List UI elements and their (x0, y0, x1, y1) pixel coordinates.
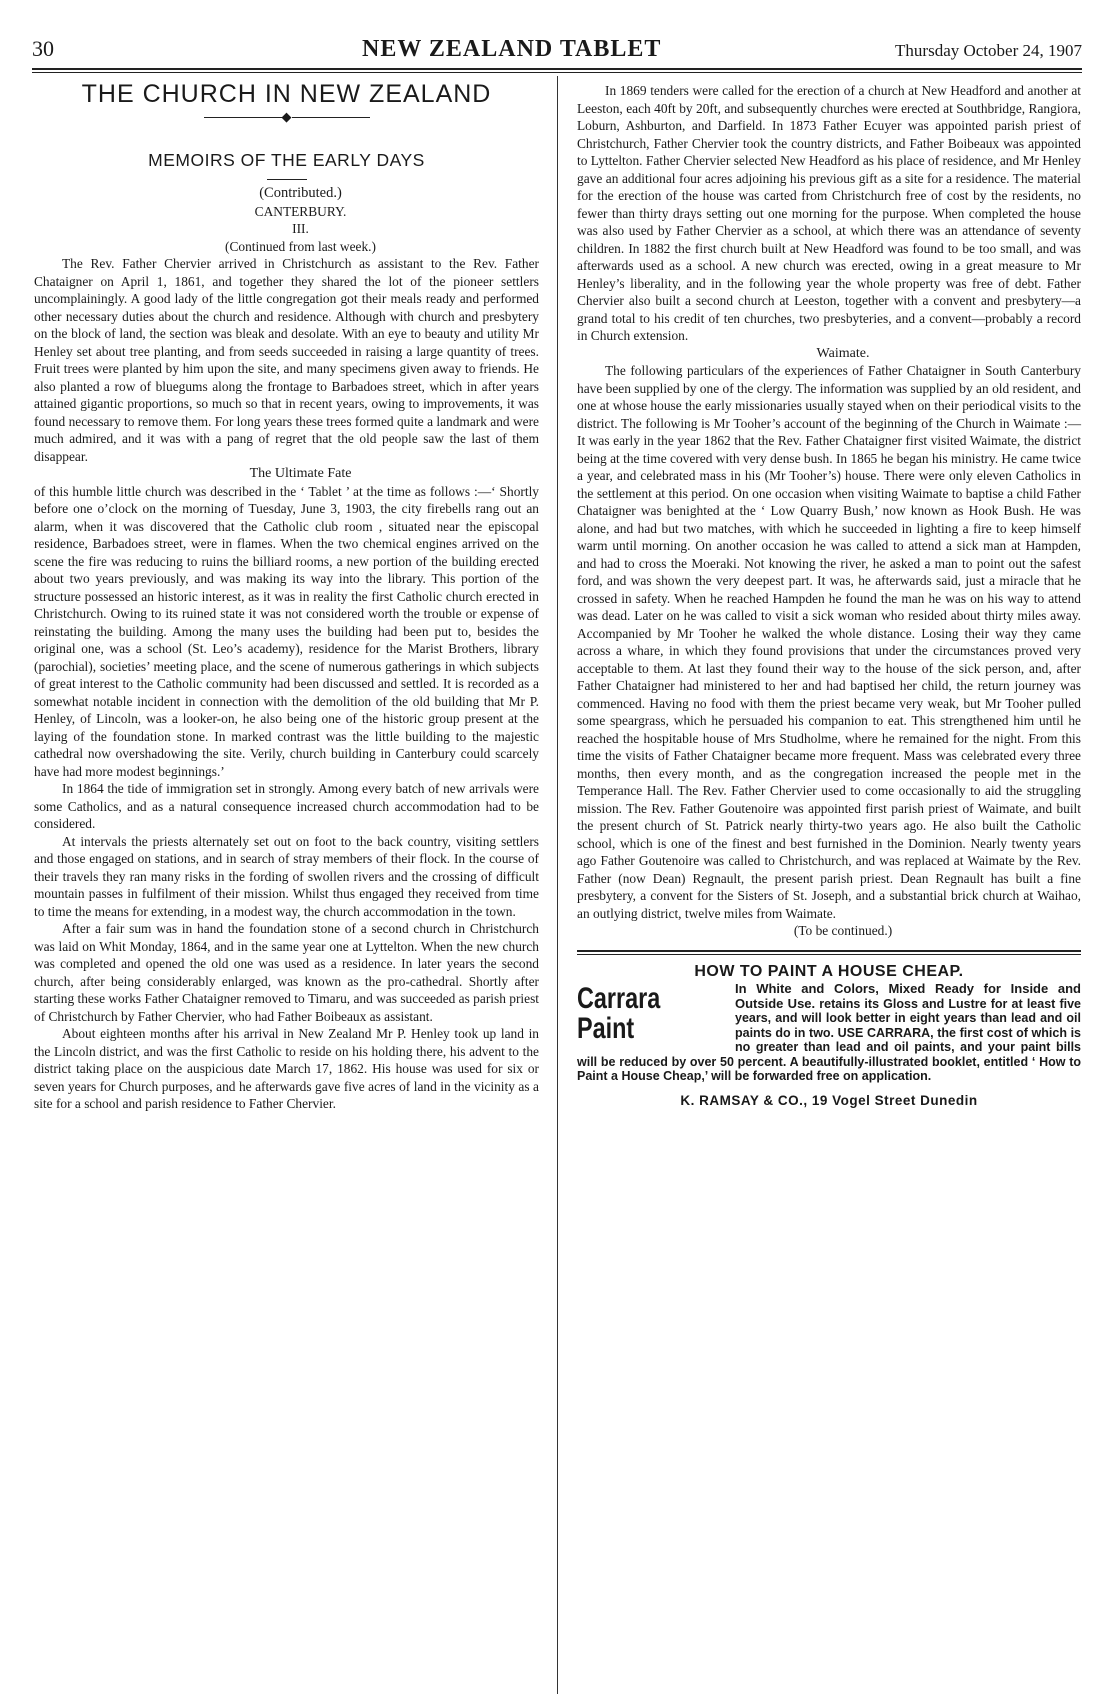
to-be-continued: (To be continued.) (793, 923, 893, 938)
region-heading: CANTERBURY. (254, 203, 347, 219)
paragraph: The following particulars of the experiences of Father Chataigner in South Canterbury have been supplied by one of the clergy. The information was supplied by an old resident, and one at whose house the early missionaries usually stayed when on their periodical visits to the district. The following is Mr Tooher’s account of the beginning of the Church in Waimate :—It was early in the year 1862 that the Rev. Father Chataigner first visited Waimate, the district being at the time covered with very dense bush. In 1865 he began his ministry. He came twice a year, and celebrated mass in his (Mr Tooher’s) house. There were only eleven Catholics in the settlement at this period. On one occasion when visiting Waimate to baptise a child Father Chataigner was benighted at the ‘ Low Quarry Bush,’ now known as Hook Bush. He was alone, and had but two matches, with which he succeeded in lighting a fire to keep himself warm until morning. On another occasion he was called to attend a sick man at Hampden, and had to cross the Moeraki. Not knowing the river, he asked a man to point out the safest ford, and was shown the very deepest part. It was, he afterwards said, just a miracle that he crossed in safety. When he reached Hampden he found the man he was on his way to attend was dead. Later on he was called to visit a sick woman who resided about thirty miles away. Accompanied by Mr Tooher he walked the whole distance. Losing their way they came across a whare, in which they found provisions that under the circumstances proved very acceptable to them. At last they found their way to the house of the sick person, and, after Father Chataigner had ministered to her and had baptised her child, the return journey was commenced. Having no food with them the priest became very weak, but Mr Tooher pulled some speargrass, which he persuaded his companion to eat. This strengthened him until he reached the hospitable house of Mrs Studholme, where he remained for the night. From this time the visits of Father Chataigner became more frequent. Mass was celebrated every three months, then every month, and as the congregation increased the people met in the Temperance Hall. The Rev. Father Chervier used to come occasionally to aid the struggling mission. The Rev. Father Goutenoire was appointed first parish priest of Waimate, and built the present church of St. Patrick nearly thirty-two years ago. He also built the Catholic school, which is one of the finest and best furnished in the Dominion. Nearly twenty years ago Father Goutenoire was called to Christchurch, and was replaced at Waimate by the Rev. Father (now Dean) Regnault, the present parish priest. Dean Regnault has built a fine presbytery, a convent for the Sisters of St. Joseph, and a substantial brick church at Waihao, an outlying district, twelve miles from Waimate. (577, 363, 1081, 921)
advert-rule-thin (577, 954, 1081, 955)
advert-rule (577, 950, 1081, 952)
right-column (577, 82, 1081, 1109)
advert-tagline: In White and Colors, Mixed Ready for Inside and Outside Use. (735, 981, 1081, 1011)
page-number: 30 (32, 36, 54, 61)
page-header (32, 36, 1082, 76)
header-rule (32, 68, 1082, 70)
title-ornament: ◆ (34, 108, 539, 124)
publication-name: NEW ZEALAND TABLET (362, 36, 662, 62)
article-title: THE CHURCH IN NEW ZEALAND (81, 80, 492, 108)
left-column (34, 82, 539, 1113)
advert-footer: K. RAMSAY & CO., 19 Vogel Street Dunedin (680, 1092, 978, 1108)
paragraph: After a fair sum was in hand the foundation stone of a second church in Christchurch was laid on Whit Monday, 1864, and in the same year one at Lyttelton. When the new church was completed and opened the old one was used as a residence. In later years the second church, after being considerably enlarged, was known as the pro-cathedral. Shortly after starting these works Father Chataigner removed to Timaru, and was succeeded as parish priest of Christchurch by Father Chervier, who had Father Boibeaux as assistant. (34, 921, 539, 1024)
part-number: III. (292, 221, 309, 236)
section-heading: The Ultimate Fate (249, 466, 352, 481)
advertisement (577, 963, 1081, 1110)
issue-date: Thursday October 24, 1907 (895, 41, 1082, 60)
header-rule-thin (32, 72, 1082, 73)
advert-body-wrap (577, 982, 1081, 1084)
paragraph: In 1864 the tide of immigration set in strongly. Among every batch of new arrivals were some Catholics, and as a natural consequence increased church accommodation had to be considered. (34, 781, 539, 831)
paragraph: At intervals the priests alternately set out on foot to the back country, visiting settlers and those engaged on stations, and in search of stray members of their flock. In the course of their travels they ran many risks in the fording of swollen rivers and the crossing of difficult mountain passes in fulfilment of their mission. Whilst thus engaged they received from time to time the means for extending, in a modest way, the church accommodation in the town. (34, 833, 539, 919)
paragraph: of this humble little church was described in the ‘ Tablet ’ at the time as follows :—‘ Shortly before one o’clock on the morning of Tuesday, June 3, 1903, the city firebells rang out an alarm, when it was discovered that the Catholic club room , situated near the episcopal residence, Barbadoes street, were in flames. When the two chemical engines arrived on the scene the fire was reducing to ruins the billiard rooms, a new portion of the building erected about two years previously, and was making its way into the library. This portion of the structure possessed an historic interest, as it was in reality the first Catholic church erected in Christchurch. Owing to its ruined state it was not considered worth the trouble or expense of reinstating the building. Among the many uses the building had been put to, besides the original one, was a school (St. Leo’s academy), residence for the Marist Brothers, library (parochial), societies’ meeting place, and the scene of numerous gatherings in which subjects of great interest to the Catholic community had been discussed and settled. It is recorded as a somewhat notable incident in connection with the demolition of the old building that Mr P. Henley, of Lincoln, was a looker-on, he also being one of the historic group present at the laying of the foundation stone. In marked contrast was the little building to the majestic cathedral now overshadowing the site. Verily, church building in Canterbury could scarcely have had more modest beginnings.’ (34, 483, 539, 779)
paragraph: In 1869 tenders were called for the erection of a church at New Headford and another at Leeston, each 40ft by 20ft, and subsequently churches were erected at Southbridge, Rangiora, Loburn, Ashburton, and Darfield. In 1873 Father Ecuyer was appointed parish priest of Christchurch, Father Chervier took the country districts, and Father Boibeaux was appointed to Lyttelton. Father Chervier selected New Headford as his place of residence, and Mr Henley gave an additional four acres adjoining his previous gift as a site for a residence. The material for the erection of the house was carted from Christchurch free of cost by the residents, no fewer than thirty drays setting out one morning for the purpose. When completed the house was also used by Father Chervier as a school, at which there was an attendance of seventy children. In 1882 the first church built at New Headford was found to be too small, and was afterwards used as a school. A new church was erected, owing in a great measure to Mr Henley’s liberality, and in the following year the whole property was free of debt. Father Chervier also built a second church at Leeston, together with a convent and presbytery—a grand total to his credit of ten churches, two presbyteries, and a convent—probably a record in Church extension. (577, 83, 1081, 343)
advert-body: retains its Gloss and Lustre for at least five years, and will look better in eight years than lead and oil paints do in two. USE CARRARA, the first cost of which is no greater than lead and oil paints, and your paint bills will be reduced by over 50 percent. A beautifully-illustrated booklet, entitled ‘ How to Paint a House Cheap,’ will be forwarded free on application. (577, 996, 1081, 1083)
paragraph: The Rev. Father Chervier arrived in Christchurch as assistant to the Rev. Father Chataigner on April 1, 1861, and together they shared the lot of the pioneer settlers uncomplainingly. A good lady of the little congregation got their meals ready and performed other necessary duties about the church and residence. Although with church and presbytery on the block of land, the section was bleak and desolate. With an eye to beauty and utility Mr Henley set about tree planting, and from seeds succeeded in raising a large quantity of trees. Fruit trees were planted by him upon the site, and many specimens given away to friends. He also planted a row of bluegums along the frontage to Barbadoes street, which in after years attained gigantic proportions, so much so that in recent years, owing to improvements, it was found necessary to remove them. For long years these trees formed quite a landmark and were much admired, and it was with a pang of regret that the old people saw the last of them disappear. (34, 256, 539, 464)
section-heading: Waimate. (816, 345, 870, 361)
advert-heading: HOW TO PAINT A HOUSE CHEAP. (694, 962, 964, 980)
column-divider (557, 76, 558, 1694)
paragraph: About eighteen months after his arrival in New Zealand Mr P. Henley took up land in the Lincoln district, and was the first Catholic to reside on his holding there, his advent to the district taking place on the auspicious date March 17, 1862. His house was used for six or seven years for Church purposes, and he afterwards gave five acres of land in the vicinity as a site for a school and parish residence to Father Chervier. (34, 1026, 539, 1111)
article-subtitle: MEMOIRS OF THE EARLY DAYS (148, 149, 425, 170)
advert-brand: Carrara Paint (577, 982, 661, 1045)
subtitle-ornament (34, 169, 539, 185)
contributed-note: (Contributed.) (259, 185, 342, 201)
continued-note: (Continued from last week.) (225, 238, 376, 254)
